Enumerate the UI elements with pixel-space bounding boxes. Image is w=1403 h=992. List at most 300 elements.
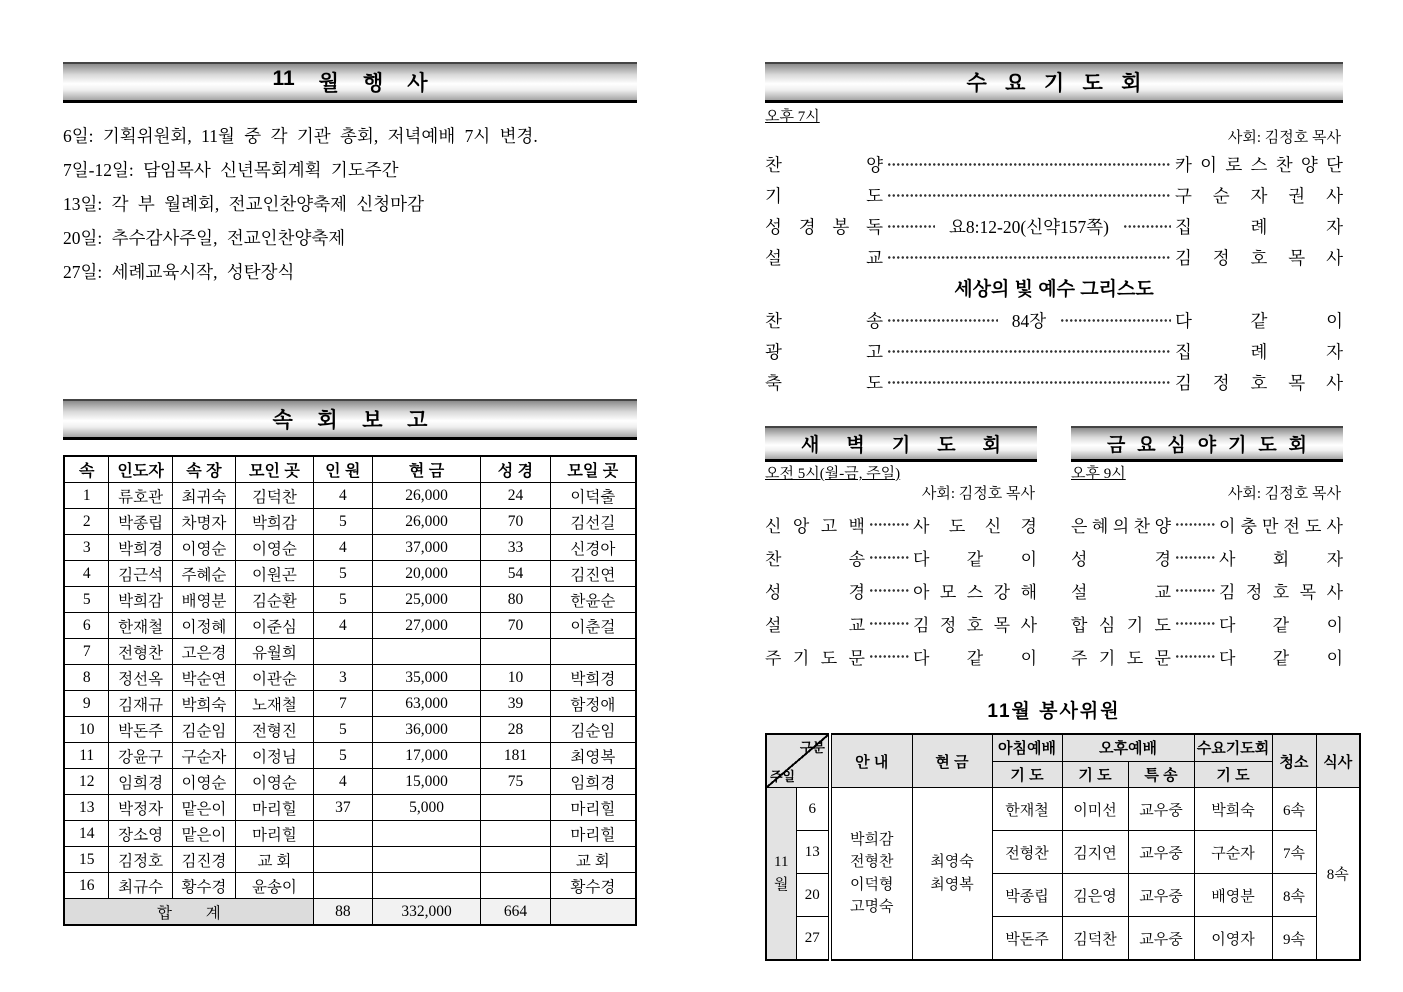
column-header: 청소 [1272, 734, 1316, 788]
day-cell: 13 [796, 831, 830, 874]
table-cell: 20,000 [372, 561, 480, 587]
spread-token: 혜 [1091, 517, 1109, 536]
spread-token: 교 [1154, 583, 1171, 602]
spread-token: 목 [1288, 248, 1306, 268]
column-header: 식사 [1316, 734, 1360, 788]
spread-token: 도 [948, 517, 966, 536]
spread-token: 목 [1299, 583, 1317, 602]
section-title [1107, 430, 1307, 457]
sermon-title: 세상의 빛 예수 그리스도 [954, 279, 1154, 300]
spread-token: 이 [1326, 616, 1343, 635]
table-cell: 3 [64, 535, 109, 561]
service-line [765, 541, 1037, 574]
spread-token: 강 [993, 583, 1011, 602]
table-cell: 정선옥 [109, 665, 172, 691]
spread-token: 자 [1326, 550, 1343, 569]
total-cell: 88 [313, 899, 372, 926]
spread-token: 설 [765, 616, 782, 635]
cash-cell [912, 788, 992, 961]
spread-token: 이 [1219, 517, 1236, 536]
dotted-leader [869, 508, 909, 541]
table-row [64, 561, 636, 587]
table-cell: 75 [481, 769, 550, 795]
table-cell: 12 [64, 769, 109, 795]
table-cell: 차명자 [172, 509, 235, 535]
dotted-leader [869, 541, 909, 574]
spread-token: 기 [1228, 435, 1247, 456]
column-header: 성 경 [481, 456, 550, 483]
table-cell: 김진경 [172, 847, 235, 873]
table-cell: 최귀숙 [172, 483, 235, 509]
table-cell: 교우중 [1128, 917, 1194, 961]
column-header: 속 [64, 456, 109, 483]
spread-token: 해 [1020, 583, 1037, 602]
service-line [765, 180, 1343, 211]
column-subheader: 특 송 [1128, 761, 1194, 788]
table-row [64, 535, 636, 561]
section-header-november-events [63, 62, 637, 103]
spread-token: 교 [848, 616, 865, 635]
table-cell: 배영분 [172, 587, 235, 613]
service-value [913, 578, 1037, 603]
dotted-leader [1175, 640, 1215, 673]
sub-sections [765, 426, 1343, 673]
service-label [765, 214, 883, 239]
wednesday-order-of-service-2 [765, 305, 1343, 398]
spread-token: 기 [1126, 616, 1144, 635]
table-cell: 교 회 [550, 847, 636, 873]
table-cell: 13 [64, 795, 109, 821]
table-cell: 류호관 [109, 483, 172, 509]
section-title [967, 67, 1142, 97]
section-header-friday-prayer [1071, 426, 1343, 462]
spread-token: 송 [866, 311, 883, 331]
table-cell: 6속 [1272, 788, 1316, 831]
service-line [765, 149, 1343, 180]
service-value [1219, 512, 1343, 537]
spread-token: 양 [1154, 517, 1171, 536]
table-cell: 김은영 [1062, 874, 1128, 917]
table-cell: 장소영 [109, 821, 172, 847]
spread-token: 김 [1175, 248, 1192, 268]
table-cell: 15 [64, 847, 109, 873]
month-cell: 11 월 [766, 788, 796, 961]
event-item: 13일: 각 부 월례회, 전교인찬양축제 신청마감 [63, 194, 424, 214]
table-cell: 16 [64, 873, 109, 899]
dotted-leader [887, 336, 1171, 367]
spread-token: 기 [765, 186, 782, 206]
table-row [64, 873, 636, 899]
table-cell: 전형진 [236, 717, 314, 743]
spread-token: 행 [362, 72, 384, 95]
table-cell: 4 [313, 535, 372, 561]
spread-token: 모 [939, 583, 957, 602]
table-cell: 24 [481, 483, 550, 509]
annae-name: 고명숙 [850, 899, 894, 915]
service-label [765, 245, 883, 270]
spread-token: 사 [1326, 248, 1343, 268]
friday-night-prayer-section [1071, 426, 1343, 673]
table-cell [372, 847, 480, 873]
table-cell: 9 [64, 691, 109, 717]
table-cell: 5 [64, 587, 109, 613]
service-label [1071, 578, 1171, 603]
service-value [913, 611, 1037, 636]
moderator-line: 사회: 김정호 목사 [921, 486, 1035, 502]
table-cell [313, 847, 372, 873]
table-row [64, 613, 636, 639]
table-cell: 5,000 [372, 795, 480, 821]
spread-token: 사 [1219, 550, 1236, 569]
column-header: 현 금 [372, 456, 480, 483]
service-label [765, 370, 883, 395]
spread-token: 도 [937, 435, 956, 456]
friday-order-of-service [1071, 508, 1343, 673]
spread-token: 독 [866, 217, 883, 237]
table-cell: 4 [64, 561, 109, 587]
spread-token: 같 [966, 649, 984, 668]
volunteers-table [765, 733, 1361, 961]
dotted-leader [887, 305, 998, 336]
annae-name: 이덕형 [850, 876, 894, 893]
spread-token: 집 [1175, 342, 1192, 362]
dotted-leader [1175, 607, 1215, 640]
table-cell: 맡은이 [172, 795, 235, 821]
spread-token: 도 [866, 186, 883, 206]
table-cell: 김덕찬 [236, 483, 314, 509]
table-cell: 맡은이 [172, 821, 235, 847]
table-cell: 박순연 [172, 665, 235, 691]
dotted-leader [1123, 211, 1171, 242]
table-cell [481, 795, 550, 821]
spread-token: 스 [1250, 155, 1268, 175]
table-cell: 9속 [1272, 917, 1316, 961]
spread-token: 같 [1272, 616, 1290, 635]
right-column [765, 62, 1353, 961]
table-cell: 5 [313, 587, 372, 613]
dotted-leader [887, 367, 1171, 398]
table-cell [481, 821, 550, 847]
table-row [766, 788, 1360, 831]
spread-token: 도 [1258, 435, 1277, 456]
spread-token: 심 [1167, 435, 1186, 456]
service-center-value: 요8:12-20(신약157쪽) [949, 217, 1109, 237]
section-header-sokhoe-report [63, 399, 637, 440]
service-label [765, 339, 883, 364]
service-line [765, 508, 1037, 541]
table-cell: 5 [313, 743, 372, 769]
table-cell: 배영분 [1194, 874, 1272, 917]
spread-token: 정 [1245, 583, 1263, 602]
day-cell: 6 [796, 788, 830, 831]
service-label [765, 512, 865, 537]
spread-token: 호 [966, 616, 984, 635]
spread-token: 경 [1020, 517, 1037, 536]
table-cell: 박희감 [236, 509, 314, 535]
day-cell: 27 [796, 917, 830, 961]
spread-token: 속 [272, 409, 293, 432]
table-row [64, 821, 636, 847]
table-cell: 박정자 [109, 795, 172, 821]
column-header: 인도자 [109, 456, 172, 483]
spread-token: 자 [1326, 342, 1343, 362]
spread-token: 사 [1326, 583, 1343, 602]
spread-token: 카 [1175, 155, 1192, 175]
service-line [765, 242, 1343, 273]
table-cell: 7속 [1272, 831, 1316, 874]
table-cell [372, 873, 480, 899]
spread-token: 정 [1212, 373, 1230, 393]
table-cell: 노재철 [236, 691, 314, 717]
spread-token: 순 [1212, 186, 1230, 206]
spread-token: 전 [1283, 517, 1300, 536]
service-line [1071, 574, 1343, 607]
spread-token: 회 [317, 409, 338, 432]
dotted-leader [869, 574, 909, 607]
column-header: 아침예배 [992, 734, 1062, 761]
spread-token: 단 [1326, 155, 1343, 175]
table-cell: 4 [313, 769, 372, 795]
table-cell: 10 [481, 665, 550, 691]
table-cell: 이준심 [236, 613, 314, 639]
spread-token: 아 [913, 583, 930, 602]
table-cell: 70 [481, 613, 550, 639]
table-header-row [64, 456, 636, 483]
service-time: 오후 7시 [765, 109, 820, 125]
table-cell: 63,000 [372, 691, 480, 717]
annae-name: 전형찬 [850, 854, 894, 870]
spread-token: 정 [1212, 248, 1230, 268]
spread-token: 설 [765, 248, 782, 268]
service-value [1175, 370, 1343, 395]
table-cell: 박희경 [109, 535, 172, 561]
table-cell: 이원곤 [236, 561, 314, 587]
service-label [765, 611, 865, 636]
table-cell: 1 [64, 483, 109, 509]
spread-token: 문 [848, 649, 865, 668]
table-cell: 15,000 [372, 769, 480, 795]
spread-token: 축 [765, 373, 782, 393]
table-cell: 2 [64, 509, 109, 535]
table-cell: 윤송이 [236, 873, 314, 899]
table-row [64, 639, 636, 665]
spread-token: 광 [765, 342, 782, 362]
service-line [765, 574, 1037, 607]
table-cell: 37,000 [372, 535, 480, 561]
table-cell: 27,000 [372, 613, 480, 639]
spread-token: 은 [1071, 517, 1088, 536]
dotted-leader [1175, 574, 1215, 607]
service-line [1071, 508, 1343, 541]
table-row [64, 509, 636, 535]
spread-token: 도 [1305, 517, 1322, 536]
table-cell: 이영순 [236, 535, 314, 561]
table-cell: 한재철 [992, 788, 1062, 831]
spread-token: 도 [1154, 616, 1171, 635]
service-label [765, 152, 883, 177]
table-cell: 황수경 [172, 873, 235, 899]
service-label [1071, 512, 1171, 537]
table-cell: 박돈주 [109, 717, 172, 743]
spread-token: 경 [1154, 550, 1171, 569]
spread-token: 자 [1326, 217, 1343, 237]
dotted-leader [1060, 305, 1171, 336]
spread-token: 기 [1098, 649, 1116, 668]
spread-token: 월 [318, 72, 339, 95]
table-cell [481, 639, 550, 665]
spread-token: 기 [891, 435, 911, 456]
table-cell: 고은경 [172, 639, 235, 665]
dotted-leader [869, 640, 909, 673]
spread-token: 같 [1272, 649, 1290, 668]
table-cell [313, 873, 372, 899]
spread-token: 기 [792, 649, 810, 668]
table-cell: 14 [64, 821, 109, 847]
spread-token: 회 [982, 435, 1001, 456]
spread-token: 도 [1126, 649, 1144, 668]
table-cell: 최규수 [109, 873, 172, 899]
spread-token: 목 [1288, 373, 1306, 393]
corner-header-cell [766, 734, 830, 788]
service-value [913, 644, 1037, 669]
table-cell: 8 [64, 665, 109, 691]
spread-token: 경 [798, 217, 816, 237]
spread-token: 11 [272, 67, 295, 90]
table-cell: 김정호 [109, 847, 172, 873]
table-cell: 박종립 [109, 509, 172, 535]
table-cell: 주혜순 [172, 561, 235, 587]
spread-token: 경 [848, 583, 865, 602]
table-cell: 김선길 [550, 509, 636, 535]
service-value [913, 512, 1037, 537]
spread-token: 문 [1154, 649, 1171, 668]
dotted-leader [887, 149, 1171, 180]
spread-token: 송 [848, 550, 865, 569]
spread-token: 찬 [1133, 517, 1151, 536]
spread-token: 찬 [1275, 155, 1293, 175]
spread-token: 성 [765, 583, 782, 602]
service-label [1071, 644, 1171, 669]
spread-token: 다 [1219, 649, 1236, 668]
spread-token: 성 [1071, 550, 1088, 569]
spread-token: 사 [1326, 186, 1343, 206]
service-value [1175, 183, 1343, 208]
spread-token: 보 [362, 409, 383, 432]
table-cell: 박돈주 [992, 917, 1062, 961]
table-cell: 80 [481, 587, 550, 613]
table-cell: 이영순 [172, 535, 235, 561]
spread-token: 사 [1020, 616, 1037, 635]
annae-cell [830, 788, 912, 961]
table-cell: 한윤순 [550, 587, 636, 613]
spread-token: 도 [1082, 72, 1103, 95]
table-cell: 4 [313, 613, 372, 639]
spread-token: 기 [1043, 72, 1065, 95]
table-cell: 10 [64, 717, 109, 743]
table-row [64, 665, 636, 691]
table-cell [481, 847, 550, 873]
table-row [64, 743, 636, 769]
service-line [765, 211, 1343, 242]
spread-token: 같 [966, 550, 984, 569]
table-cell [313, 821, 372, 847]
total-cell: 332,000 [372, 899, 480, 926]
table-cell: 7 [64, 639, 109, 665]
spread-token: 호 [1250, 373, 1268, 393]
spread-token: 봉 [832, 217, 850, 237]
table-row [64, 691, 636, 717]
service-value [1219, 611, 1343, 636]
table-row [64, 587, 636, 613]
table-cell: 김덕찬 [1062, 917, 1128, 961]
spread-token: 도 [866, 373, 883, 393]
column-header: 모인 곳 [236, 456, 314, 483]
table-cell: 김지연 [1062, 831, 1128, 874]
table-cell: 김진연 [550, 561, 636, 587]
service-line [765, 367, 1343, 398]
table-cell: 임희경 [109, 769, 172, 795]
spread-token: 다 [913, 550, 930, 569]
spread-token: 찬 [765, 311, 782, 331]
dotted-leader [869, 607, 909, 640]
total-cell [550, 899, 636, 926]
spread-token: 다 [1219, 616, 1236, 635]
table-cell: 김재규 [109, 691, 172, 717]
spread-token: 례 [1250, 342, 1268, 362]
spread-token: 충 [1240, 517, 1257, 536]
spread-token: 만 [1262, 517, 1279, 536]
table-row [64, 795, 636, 821]
meal-cell: 8속 [1316, 788, 1360, 961]
day-cell: 20 [796, 874, 830, 917]
spread-token: 신 [765, 517, 782, 536]
service-value [1175, 152, 1343, 177]
service-label [765, 644, 865, 669]
spread-token: 김 [1175, 373, 1192, 393]
spread-token: 로 [1225, 155, 1243, 175]
service-value [1175, 308, 1343, 333]
table-cell: 이영순 [172, 769, 235, 795]
spread-token: 회 [1288, 435, 1307, 456]
spread-token: 례 [1250, 217, 1268, 237]
dawn-order-of-service [765, 508, 1037, 673]
table-cell: 함정애 [550, 691, 636, 717]
spread-token: 신 [984, 517, 1002, 536]
table-cell: 구순자 [172, 743, 235, 769]
column-header: 인 원 [313, 456, 372, 483]
table-cell: 교 회 [236, 847, 314, 873]
dotted-leader [887, 242, 1171, 273]
table-cell: 박희경 [550, 665, 636, 691]
spread-token: 목 [993, 616, 1011, 635]
total-label: 합 계 [64, 899, 313, 926]
table-cell: 33 [481, 535, 550, 561]
table-cell: 김근석 [109, 561, 172, 587]
spread-token: 구 [1175, 186, 1192, 206]
column-header: 모일 곳 [550, 456, 636, 483]
table-cell: 5 [313, 561, 372, 587]
column-subheader: 기 도 [1194, 761, 1272, 788]
section-header-dawn-prayer [765, 426, 1037, 462]
spread-token: 호 [1272, 583, 1290, 602]
spread-token: 설 [1071, 583, 1088, 602]
spread-token: 회 [1272, 550, 1290, 569]
table-cell: 35,000 [372, 665, 480, 691]
total-cell: 664 [481, 899, 550, 926]
table-cell: 39 [481, 691, 550, 717]
table-cell: 6 [64, 613, 109, 639]
column-header: 속 장 [172, 456, 235, 483]
